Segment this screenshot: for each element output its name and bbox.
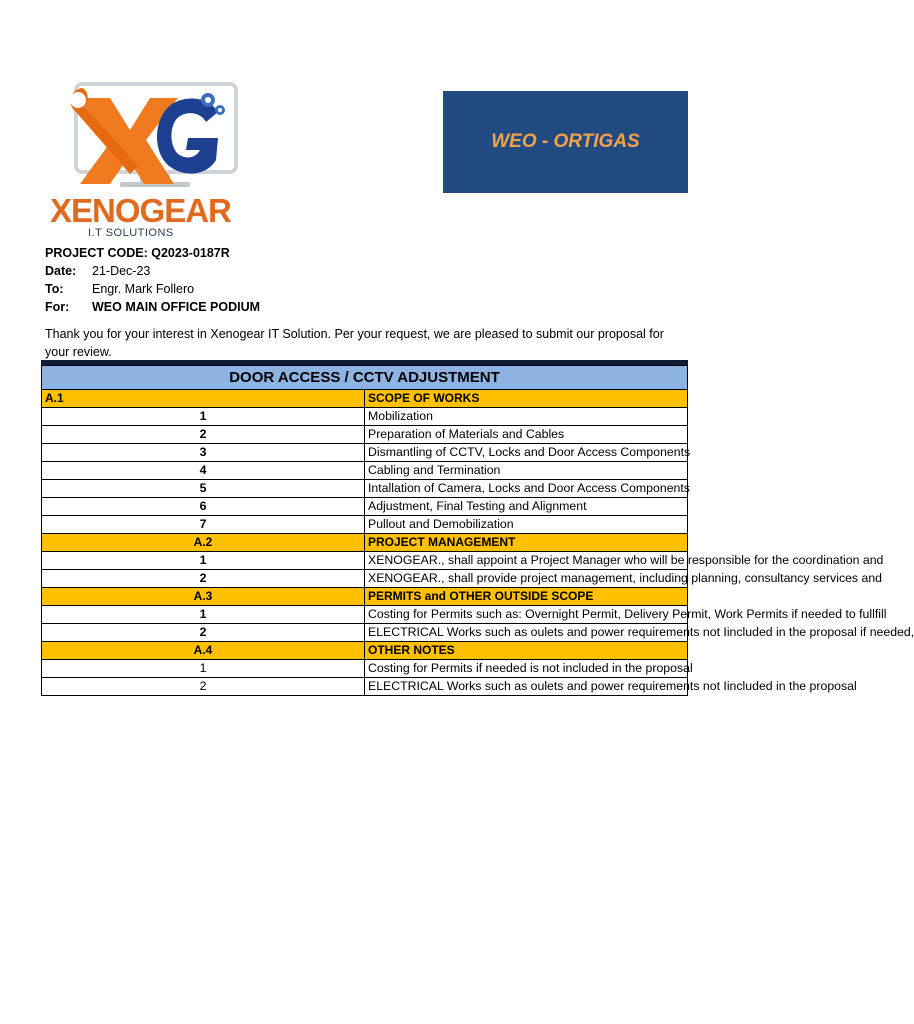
item-number: 1 [42, 408, 365, 426]
table-row [42, 426, 688, 444]
section-title: OTHER NOTES [365, 642, 688, 660]
project-code-row [45, 244, 260, 262]
item-number: 4 [42, 462, 365, 480]
table-title-row [42, 366, 688, 390]
brand-tagline: I.T SOLUTIONS [88, 227, 174, 239]
project-meta [45, 244, 260, 316]
item-number: 7 [42, 516, 365, 534]
item-text: XENOGEAR., shall appoint a Project Manager who will be responsible for the coordination and [365, 552, 688, 570]
site-label: WEO - ORTIGAS [491, 131, 640, 152]
item-text: Adjustment, Final Testing and Alignment [365, 498, 688, 516]
table-row [42, 462, 688, 480]
intro-paragraph: Thank you for your interest in Xenogear IT Solution. Per your request, we are pleased to submit our proposal for your review. [45, 327, 664, 359]
table-title: DOOR ACCESS / CCTV ADJUSTMENT [42, 366, 688, 390]
item-text: Cabling and Termination [365, 462, 688, 480]
to-value: Engr. Mark Follero [92, 282, 195, 296]
date-label: Date: [45, 264, 77, 278]
section-code: A.2 [42, 534, 365, 552]
item-number: 5 [42, 480, 365, 498]
to-label: To: [45, 282, 64, 296]
item-text: Preparation of Materials and Cables [365, 426, 688, 444]
item-text: ELECTRICAL Works such as oulets and power requirements not Iincluded in the proposal if needed, [365, 624, 688, 642]
scope-table-container [41, 360, 914, 696]
table-row [42, 480, 688, 498]
section-title: PERMITS and OTHER OUTSIDE SCOPE [365, 588, 688, 606]
section-row [42, 642, 688, 660]
item-text: XENOGEAR., shall provide project management, including planning, consultancy services and [365, 570, 688, 588]
section-row [42, 390, 688, 408]
item-number: 1 [42, 606, 365, 624]
item-number: 3 [42, 444, 365, 462]
item-number: 2 [42, 678, 365, 696]
item-number: 2 [42, 624, 365, 642]
section-row [42, 588, 688, 606]
date-value: 21-Dec-23 [92, 264, 151, 278]
section-code: A.3 [42, 588, 365, 606]
date-row [45, 262, 260, 280]
table-row [42, 408, 688, 426]
table-row [42, 660, 688, 678]
item-text: Intallation of Camera, Locks and Door Access Components [365, 480, 688, 498]
item-number: 6 [42, 498, 365, 516]
for-value: WEO MAIN OFFICE PODIUM [92, 300, 261, 314]
table-row [42, 678, 688, 696]
item-text: Pullout and Demobilization [365, 516, 688, 534]
table-row [42, 552, 688, 570]
item-text: Costing for Permits such as: Overnight Permit, Delivery Permit, Work Permits if needed to fullfill [365, 606, 688, 624]
item-number: 1 [42, 552, 365, 570]
section-row [42, 534, 688, 552]
item-text: Mobilization [365, 408, 688, 426]
project-code: PROJECT CODE: Q2023-0187R [45, 246, 230, 260]
section-code: A.4 [42, 642, 365, 660]
item-text: ELECTRICAL Works such as oulets and power requirements not Iincluded in the proposal [365, 678, 688, 696]
table-row [42, 516, 688, 534]
section-title: SCOPE OF WORKS [365, 390, 688, 408]
table-row [42, 498, 688, 516]
item-number: 2 [42, 426, 365, 444]
item-number: 2 [42, 570, 365, 588]
site-label-box [443, 91, 688, 193]
item-number: 1 [42, 660, 365, 678]
section-code: A.1 [42, 390, 365, 408]
for-label: For: [45, 300, 70, 314]
for-row [45, 298, 260, 316]
table-row [42, 624, 688, 642]
scope-table [41, 365, 914, 696]
item-text: Dismantling of CCTV, Locks and Door Access Components [365, 444, 688, 462]
brand-name: XENOGEAR [50, 192, 231, 229]
table-row [42, 444, 688, 462]
item-text: Costing for Permits if needed is not included in the proposal [365, 660, 688, 678]
table-row [42, 606, 688, 624]
section-title: PROJECT MANAGEMENT [365, 534, 688, 552]
table-row [42, 570, 688, 588]
to-row [45, 280, 260, 298]
